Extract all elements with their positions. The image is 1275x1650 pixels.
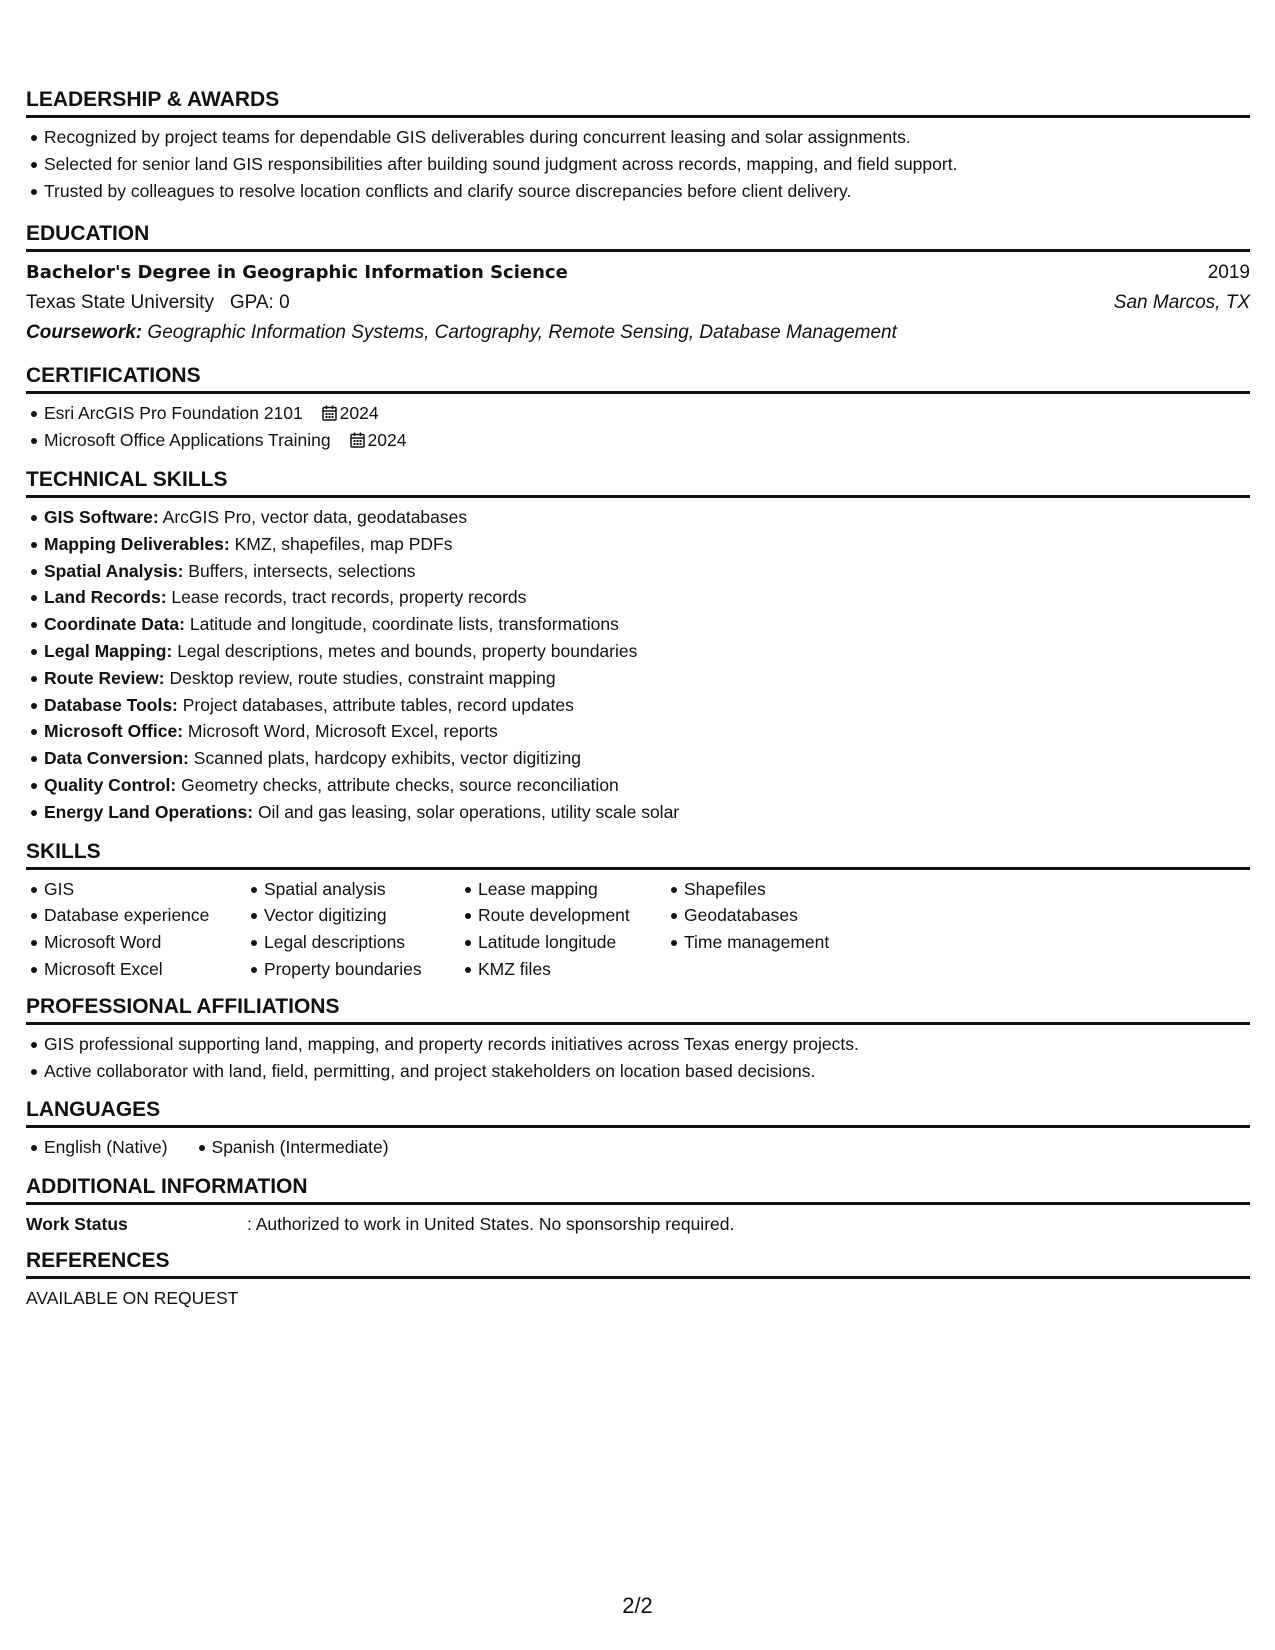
skill-value: Project databases, attribute tables, record updates (182, 694, 574, 715)
list-item: GIS professional supporting land, mapping, and property records initiatives across Texas energy projects. (26, 1031, 1250, 1058)
skill-label: Quality Control: (44, 774, 177, 795)
list-item: Database experience (26, 902, 246, 929)
languages-section (26, 1098, 1250, 1161)
list-item: Property boundaries (246, 956, 460, 983)
skill-value: Microsoft Word, Microsoft Excel, reports (187, 721, 498, 742)
leadership-section (26, 88, 1250, 204)
skill-value: Legal descriptions, metes and bounds, property boundaries (177, 640, 638, 661)
additional-info-section (26, 1175, 1250, 1237)
list-item: Route development (460, 902, 666, 929)
list-item (26, 400, 1250, 427)
skill-value: KMZ, shapefiles, map PDFs (234, 533, 453, 554)
section-title: SKILLS (26, 840, 1250, 870)
list-item (26, 558, 1250, 585)
section-title: EDUCATION (26, 222, 1250, 252)
skill-label: Legal Mapping: (44, 640, 173, 661)
list-item: Spatial analysis (246, 876, 460, 903)
affiliations-list (26, 1031, 1250, 1085)
certification-year: 2024 (339, 403, 379, 424)
skills-section (26, 840, 1250, 983)
list-item: KMZ files (460, 956, 666, 983)
list-item: Shapefiles (666, 876, 866, 903)
list-item (26, 665, 1250, 692)
skill-value: Oil and gas leasing, solar operations, utility scale solar (257, 801, 680, 822)
degree-name: Bachelor's Degree in Geographic Information Science (26, 262, 568, 284)
list-item: Trusted by colleagues to resolve location conflicts and clarify source discrepancies before client delivery. (26, 178, 1250, 205)
work-status-row (26, 1211, 1250, 1237)
education-school-row (26, 288, 1250, 318)
section-title: ADDITIONAL INFORMATION (26, 1175, 1250, 1205)
skill-label: Route Review: (44, 667, 165, 688)
skill-value: Lease records, tract records, property records (171, 587, 527, 608)
list-item: Lease mapping (460, 876, 666, 903)
list-item: Geodatabases (666, 902, 866, 929)
list-item (26, 692, 1250, 719)
coursework-list: Geographic Information Systems, Cartography, Remote Sensing, Database Management (147, 322, 897, 344)
list-item: Spanish (Intermediate) (194, 1134, 389, 1161)
calendar-icon (322, 405, 337, 421)
section-title: PROFESSIONAL AFFILIATIONS (26, 995, 1250, 1025)
work-status-label: Work Status (26, 1214, 128, 1235)
coursework (26, 318, 1250, 348)
school-location: San Marcos, TX (1113, 292, 1250, 314)
section-title: CERTIFICATIONS (26, 364, 1250, 394)
section-title: TECHNICAL SKILLS (26, 468, 1250, 498)
list-item: Microsoft Word (26, 929, 246, 956)
skill-label: Database Tools: (44, 694, 178, 715)
skill-label: Mapping Deliverables: (44, 533, 230, 554)
list-item (26, 504, 1250, 531)
work-status-value: : Authorized to work in United States. No sponsorship required. (247, 1214, 735, 1235)
skill-value: Desktop review, route studies, constraint mapping (169, 667, 556, 688)
page-number: 2/2 (622, 1593, 653, 1618)
skill-value: Scanned plats, hardcopy exhibits, vector digitizing (193, 748, 581, 769)
skills-column (666, 876, 866, 983)
languages-list (26, 1134, 1250, 1161)
skill-label: Coordinate Data: (44, 614, 185, 635)
certification-year: 2024 (367, 430, 407, 451)
section-title: LEADERSHIP & AWARDS (26, 88, 1250, 118)
list-item (26, 745, 1250, 772)
education-degree-row (26, 258, 1250, 288)
certification-name: Microsoft Office Applications Training (44, 430, 331, 451)
list-item: Selected for senior land GIS responsibilities after building sound judgment across records, mapping, and field support. (26, 151, 1250, 178)
section-title: REFERENCES (26, 1249, 1250, 1279)
skills-column (460, 876, 666, 983)
skill-value: Geometry checks, attribute checks, source reconciliation (181, 774, 619, 795)
skill-value: ArcGIS Pro, vector data, geodatabases (162, 506, 468, 527)
list-item (26, 584, 1250, 611)
list-item (26, 427, 1250, 454)
skills-column (246, 876, 460, 983)
certification-name: Esri ArcGIS Pro Foundation 2101 (44, 403, 303, 424)
list-item (26, 718, 1250, 745)
skill-label: GIS Software: (44, 506, 159, 527)
list-item: Vector digitizing (246, 902, 460, 929)
resume-page (26, 88, 1250, 1311)
skill-label: Spatial Analysis: (44, 560, 184, 581)
certifications-section (26, 364, 1250, 454)
calendar-icon (350, 432, 365, 448)
skills-column (26, 876, 246, 983)
skill-label: Data Conversion: (44, 748, 189, 769)
education-section (26, 222, 1250, 348)
list-item (26, 531, 1250, 558)
list-item: English (Native) (26, 1134, 168, 1161)
list-item (26, 611, 1250, 638)
section-title: LANGUAGES (26, 1098, 1250, 1128)
list-item (26, 799, 1250, 826)
technical-skills-section (26, 468, 1250, 826)
leadership-list (26, 124, 1250, 204)
references-text: AVAILABLE ON REQUEST (26, 1288, 239, 1309)
certifications-list (26, 400, 1250, 454)
skill-label: Land Records: (44, 587, 167, 608)
technical-skills-list (26, 504, 1250, 826)
affiliations-section (26, 995, 1250, 1085)
school-name: Texas State University (26, 292, 214, 314)
list-item: Microsoft Excel (26, 956, 246, 983)
list-item: GIS (26, 876, 246, 903)
references-section (26, 1249, 1250, 1311)
skill-value: Buffers, intersects, selections (188, 560, 416, 581)
list-item: Legal descriptions (246, 929, 460, 956)
list-item (26, 772, 1250, 799)
graduation-year: 2019 (1207, 262, 1250, 284)
skill-label: Energy Land Operations: (44, 801, 254, 822)
skill-value: Latitude and longitude, coordinate lists, transformations (189, 614, 619, 635)
list-item: Recognized by project teams for dependable GIS deliverables during concurrent leasing and solar assignments. (26, 124, 1250, 151)
coursework-label: Coursework: (26, 322, 143, 344)
list-item: Active collaborator with land, field, permitting, and project stakeholders on location based decisions. (26, 1058, 1250, 1085)
skills-grid (26, 876, 1250, 983)
list-item: Latitude longitude (460, 929, 666, 956)
skill-label: Microsoft Office: (44, 721, 184, 742)
gpa: GPA: 0 (229, 292, 290, 314)
list-item: Time management (666, 929, 866, 956)
list-item (26, 638, 1250, 665)
